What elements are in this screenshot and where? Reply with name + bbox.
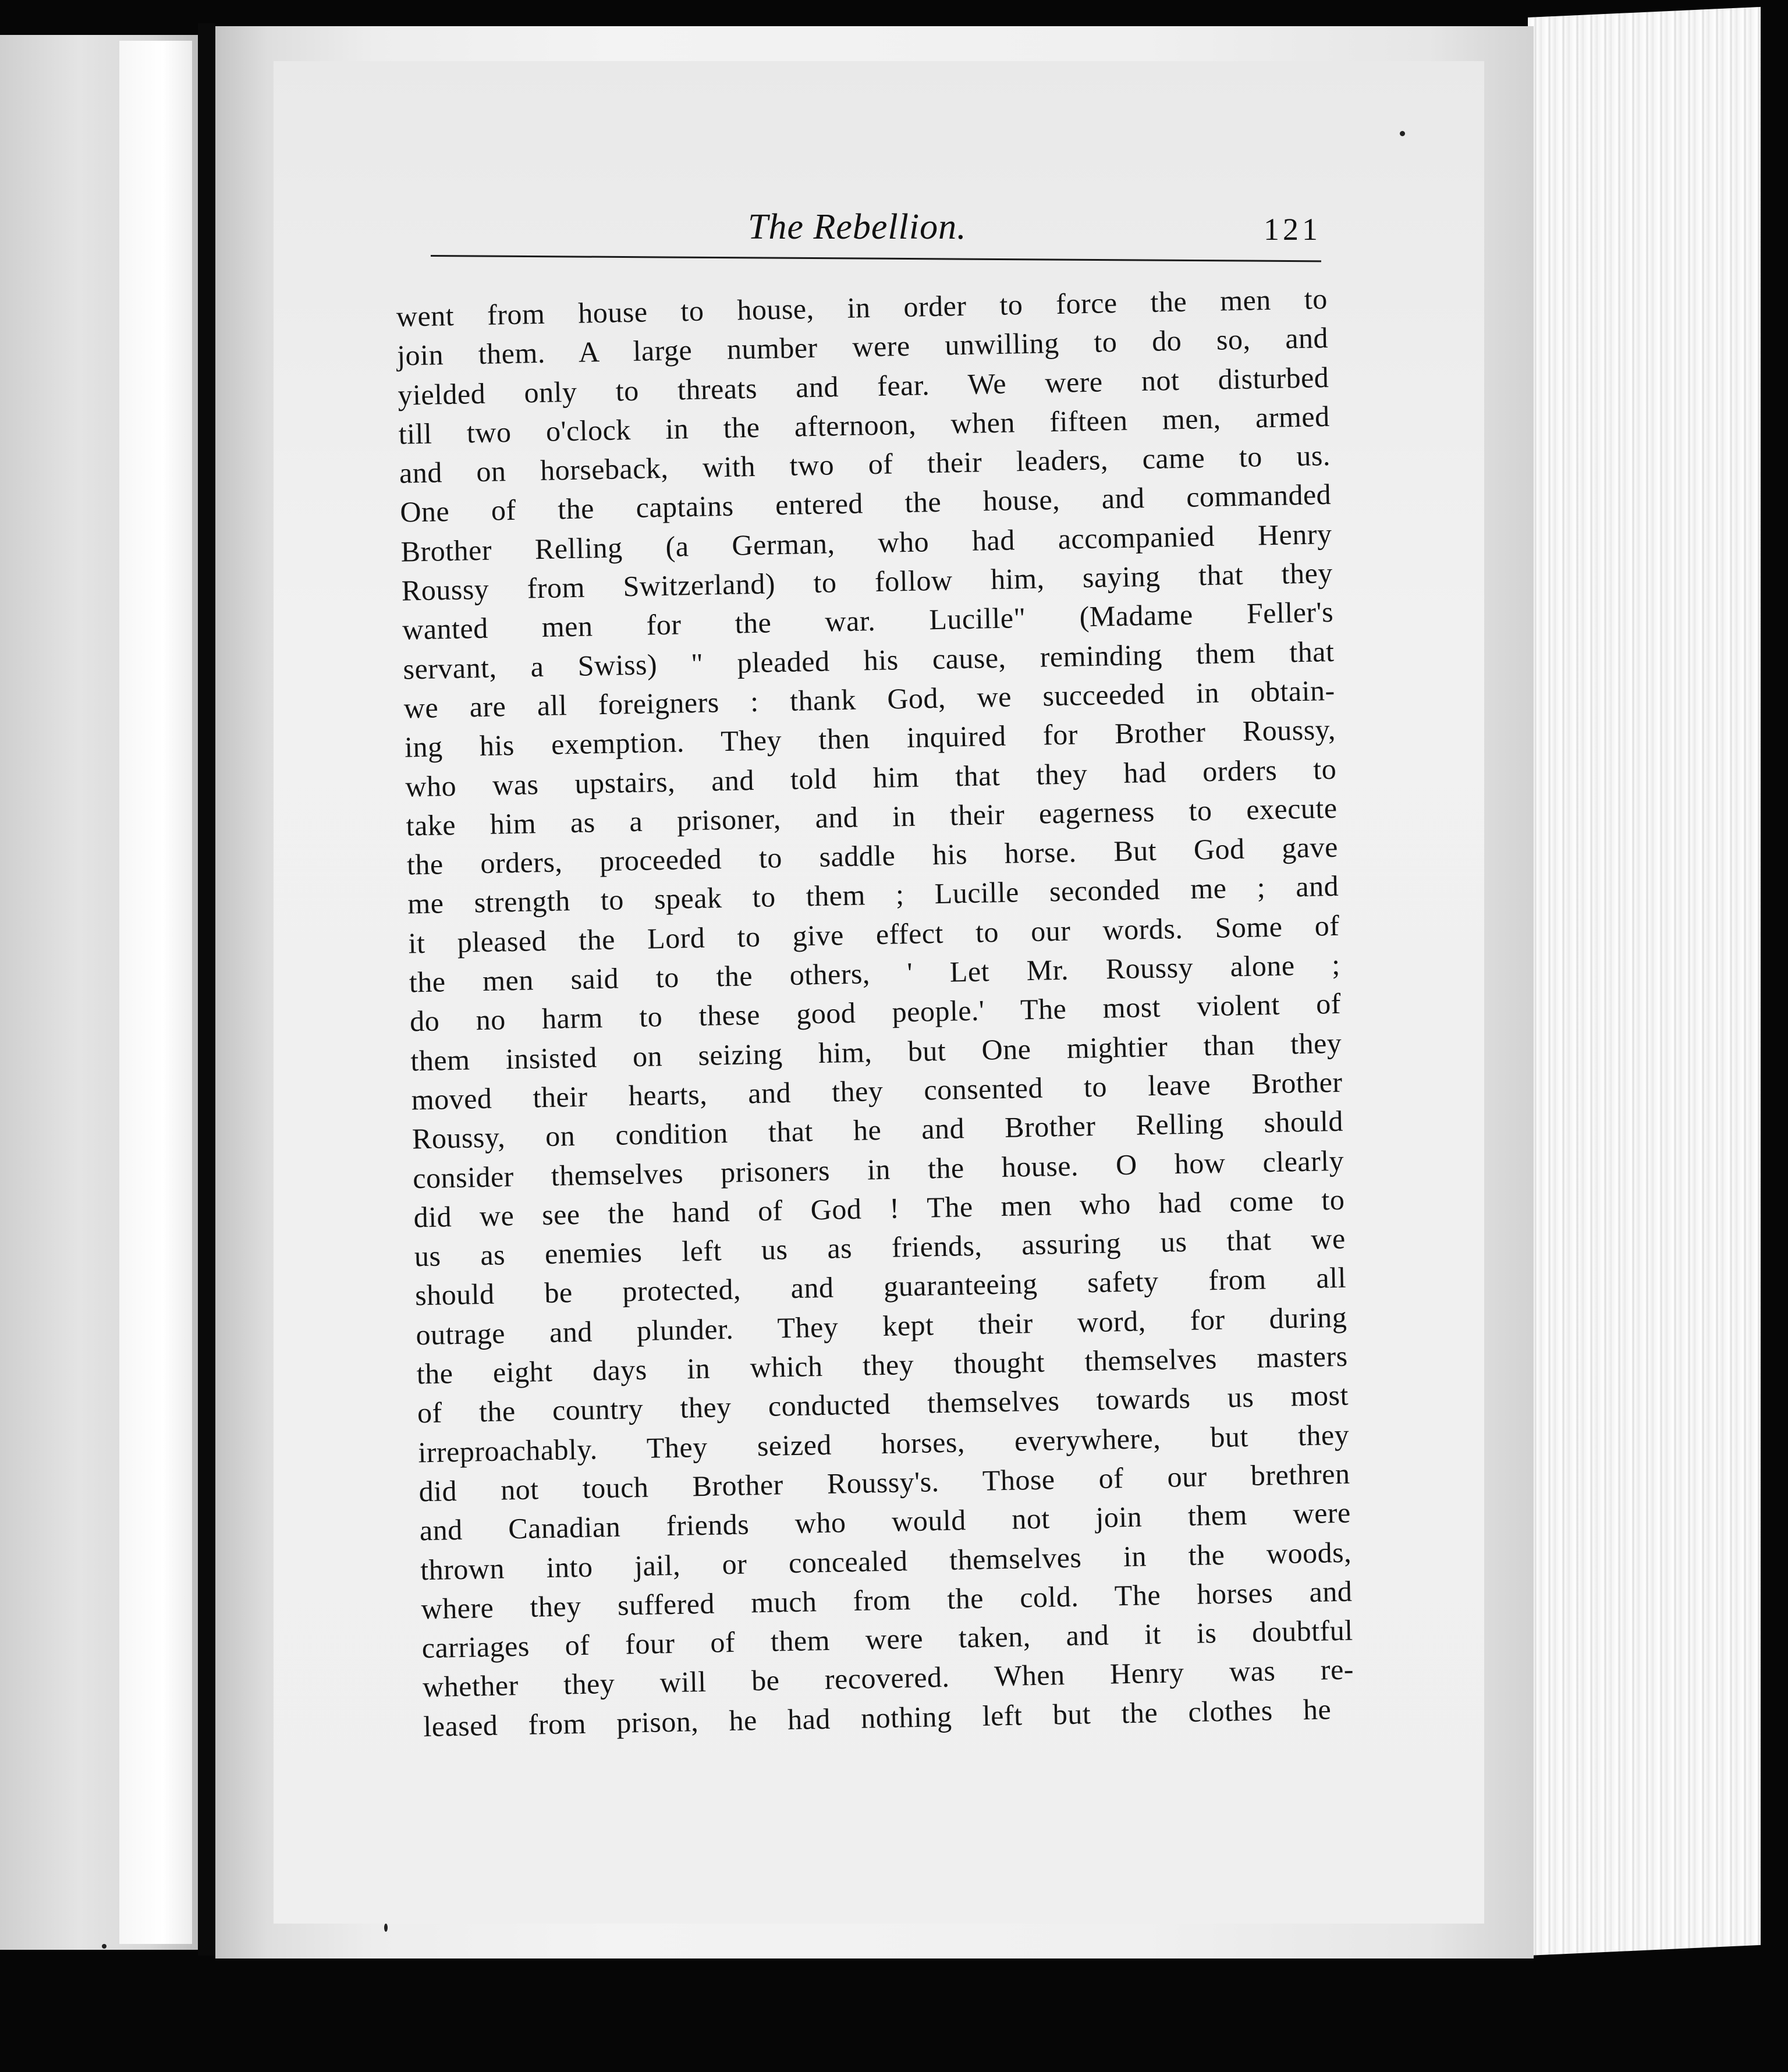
text-line: Brother Relling (a German, who had accompanied Henry: [400, 517, 1332, 568]
text-line: consider themselves prisoners in the house. O how clearly: [412, 1144, 1344, 1194]
text-line: did we see the hand of God ! The men who had come to: [413, 1183, 1345, 1234]
text-line: the orders, proceeded to saddle his horse. But God gave: [406, 830, 1339, 881]
text-line: outrage and plunder. They kept their word, for during: [415, 1300, 1347, 1351]
text-line: One of the captains entered the house, and commanded: [399, 478, 1332, 529]
text-line: where they suffered much from the cold. The horses and: [421, 1574, 1353, 1626]
text-line: leased from prison, he had nothing left but the clothes he: [423, 1693, 1332, 1743]
text-line: went from house to house, in order to force the men to: [396, 282, 1328, 333]
text-line: it pleased the Lord to give effect to our words. Some of: [408, 909, 1340, 960]
text-line: carriages of four of them were taken, and it is doubtful: [421, 1613, 1354, 1665]
previous-page-edge: [119, 41, 192, 1944]
text-line: wanted men for the war. Lucille" (Madame Feller's: [402, 595, 1334, 646]
running-title: The Rebellion.: [748, 207, 967, 247]
text-line: ing his exemption. They then inquired for Brother Roussy,: [404, 713, 1336, 764]
text-line: do no harm to these good people.' The most violent of: [409, 987, 1342, 1038]
text-line: till two o'clock in the afternoon, when fifteen men, armed: [398, 399, 1331, 450]
text-line: yielded only to threats and fear. We were not disturbed: [397, 360, 1329, 411]
scan-speck: [384, 1924, 388, 1932]
text-line: thrown into jail, or concealed themselves in the woods,: [420, 1535, 1352, 1586]
text-line: irreproachably. They seized horses, everywhere, but they: [417, 1418, 1350, 1468]
text-line: Roussy from Switzerland) to follow him, saying that they: [401, 556, 1333, 607]
text-line: and Canadian friends who would not join them were: [419, 1496, 1351, 1547]
page-edges: [1528, 7, 1761, 1956]
text-line: the men said to the others, ' Let Mr. Roussy alone ;: [409, 948, 1341, 999]
text-line: us as enemies left us as friends, assuring us that we: [414, 1222, 1346, 1273]
book-gutter: [198, 23, 215, 1956]
text-line: Roussy, on condition that he and Brother Relling should: [411, 1104, 1344, 1155]
text-line: and on horseback, with two of their leaders, came to us.: [399, 439, 1331, 489]
text-line: join them. A large number were unwilling to do so, and: [396, 321, 1329, 372]
text-line: the eight days in which they thought themselves masters: [416, 1339, 1349, 1390]
page-number: 121: [1264, 212, 1321, 247]
scan-speck: [1400, 131, 1405, 136]
text-line: servant, a Swiss) " pleaded his cause, reminding them that: [403, 634, 1335, 686]
body-text: [396, 279, 1355, 1746]
text-line: should be protected, and guaranteeing safety from all: [414, 1261, 1347, 1312]
text-line: whether they will be recovered. When Henry was re-: [422, 1652, 1354, 1704]
page-header: [419, 207, 1321, 253]
text-line: did not touch Brother Roussy's. Those of our brethren: [418, 1457, 1350, 1508]
scan-speck: [102, 1944, 107, 1949]
text-line: of the country they conducted themselves towards us most: [417, 1378, 1349, 1429]
text-line: take him as a prisoner, and in their eagerness to execute: [406, 791, 1338, 842]
text-line: moved their hearts, and they consented to leave Brother: [411, 1065, 1343, 1116]
text-line: we are all foreigners : thank God, we succeeded in obtain-: [403, 673, 1336, 725]
text-line: who was upstairs, and told him that they had orders to: [405, 752, 1337, 803]
text-line: them insisted on seizing him, but One mightier than they: [410, 1026, 1342, 1077]
text-line: me strength to speak to them ; Lucille seconded me ; and: [407, 870, 1339, 920]
